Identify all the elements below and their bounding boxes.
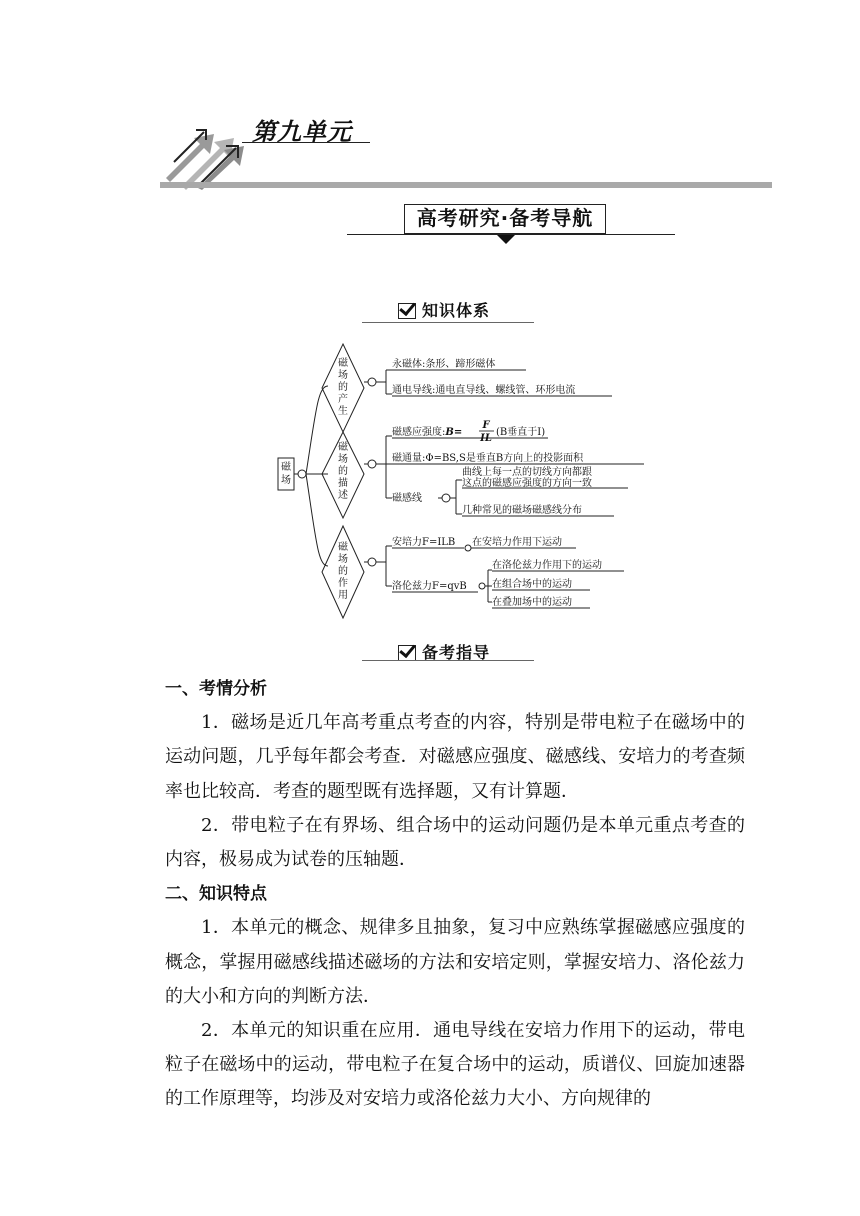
paragraph: 2．带电粒子在有界场、组合场中的运动问题仍是本单元重点考查的内容，极易成为试卷的压轴题． xyxy=(165,814,745,871)
divider xyxy=(362,660,534,661)
paragraph: 1．磁场是近几年高考重点考查的内容，特别是带电粒子在磁场中的运动问题，几乎每年都会考查．对磁感应强度、磁感线、安培力的考查频率也比较高．考查的题型既有选择题，又有计算题． xyxy=(165,712,745,802)
mindmap-branch-1 xyxy=(338,356,349,417)
fraction-denominator: IL xyxy=(480,433,492,444)
mindmap-root-char-1: 磁 xyxy=(281,462,291,473)
mindmap-leaf-part: (B垂直于I) xyxy=(496,427,546,438)
mindmap-leaf-part: 磁感应强度: xyxy=(392,427,446,438)
mindmap-leaf-part: B= xyxy=(445,427,463,438)
mindmap-leaf: 在安培力作用下运动 xyxy=(472,537,562,548)
mindmap-leaf: 在叠加场中的运动 xyxy=(492,597,572,608)
section-heading: 二、知识特点 xyxy=(165,884,267,905)
mindmap-leaf: 这点的磁感应强度的方向一致 xyxy=(462,478,592,489)
unit-title: 第九单元 xyxy=(252,118,352,146)
mindmap-branch-2 xyxy=(338,440,349,501)
mindmap-leaf: 曲线上每一点的切线方向都跟 xyxy=(462,467,592,478)
checkbox-icon xyxy=(398,645,416,661)
knowledge-system-heading xyxy=(398,298,490,321)
mindmap-branch-char: 场 xyxy=(338,370,348,381)
mindmap-leaf: 永磁体:条形、蹄形磁体 xyxy=(392,359,496,370)
mindmap-branch-char: 的 xyxy=(338,382,348,393)
mindmap-branch-char: 场 xyxy=(338,554,348,565)
mindmap-leaf: 几种常见的磁场磁感线分布 xyxy=(462,505,582,516)
mindmap-branch-char: 生 xyxy=(338,406,348,417)
mindmap-leaf: 磁感线 xyxy=(392,493,422,504)
mindmap-branch-char: 场 xyxy=(338,454,348,465)
arrow-icon xyxy=(166,134,214,182)
body-text xyxy=(165,672,745,1117)
mindmap-root-char-2: 场 xyxy=(281,475,291,486)
mindmap-branch-char: 的 xyxy=(338,566,348,577)
mindmap-leaf: 洛伦兹力F=qvB xyxy=(392,581,467,592)
checkbox-icon xyxy=(398,303,416,319)
mindmap-branch-char: 作 xyxy=(338,578,348,589)
mindmap-leaf: 安培力F=ILB xyxy=(392,537,456,548)
triangle-down-icon xyxy=(497,235,515,244)
fraction-numerator: F xyxy=(482,420,490,431)
section-banner: 高考研究·备考导航 xyxy=(404,204,606,234)
section-heading: 一、考情分析 xyxy=(165,679,267,699)
exam-guide-label: 备考指导 xyxy=(422,643,491,662)
divider xyxy=(242,142,370,143)
mindmap-leaf: 通电导线:通电直导线、螺线管、环形电流 xyxy=(392,385,576,396)
divider xyxy=(362,322,534,323)
mindmap-branch-char: 磁 xyxy=(338,358,348,369)
mindmap-root xyxy=(281,460,292,486)
header-rule xyxy=(160,182,772,188)
paragraph: 2．本单元的知识重在应用．通电导线在安培力作用下的运动，带电粒子在磁场中的运动，带电粒子在复合场中的运动，质谱仪、回旋加速器的工作原理等，均涉及对安培力或洛伦兹力大小、方向规律的 xyxy=(165,1020,745,1110)
mindmap-branch-char: 磁 xyxy=(338,542,348,553)
mindmap-leaf: 磁通量:Φ=BS,S是垂直B方向上的投影面积 xyxy=(392,453,584,464)
mindmap-leaf: 在洛伦兹力作用下的运动 xyxy=(492,560,602,571)
paragraph: 1．本单元的概念、规律多且抽象，复习中应熟练掌握磁感应强度的概念，掌握用磁感线描述磁场的方法和安培定则，掌握安培力、洛伦兹力的大小和方向的判断方法． xyxy=(165,917,745,1007)
mindmap-branch-char: 用 xyxy=(338,590,348,601)
mindmap-branch-char: 述 xyxy=(338,490,348,501)
mindmap-branch-char: 描 xyxy=(338,478,348,489)
mindmap-branch-char: 的 xyxy=(338,466,348,477)
mindmap-branch-3 xyxy=(338,540,349,601)
mindmap-branch-char: 磁 xyxy=(338,442,348,453)
mindmap-leaf xyxy=(392,425,462,438)
mindmap-leaf: 在组合场中的运动 xyxy=(492,579,572,590)
knowledge-system-label: 知识体系 xyxy=(422,301,491,320)
knowledge-mindmap xyxy=(268,330,648,620)
mindmap-branch-char: 产 xyxy=(338,394,348,405)
